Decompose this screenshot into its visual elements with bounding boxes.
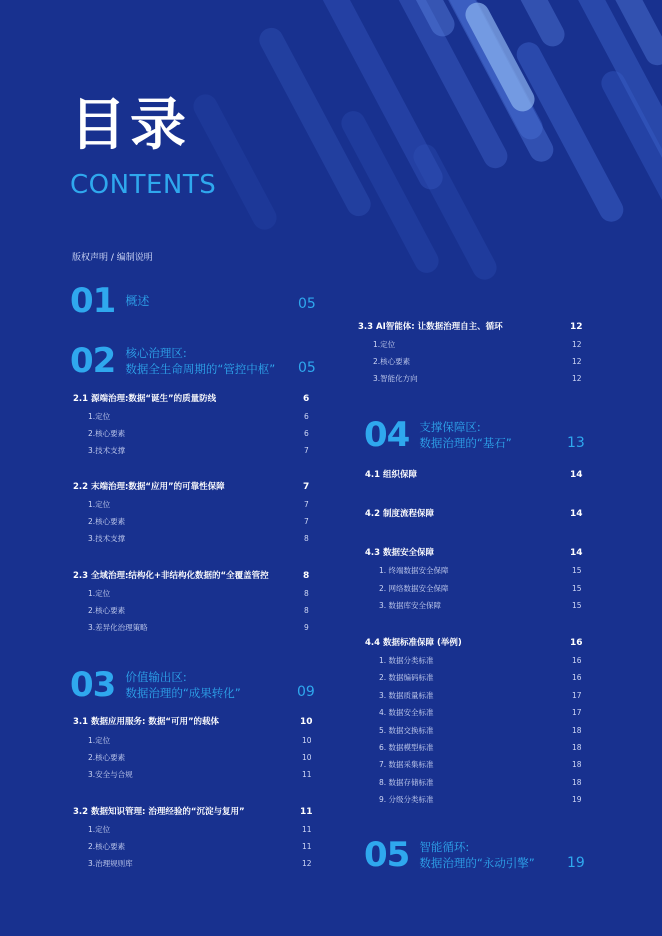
toc-item-page: 17 xyxy=(572,691,582,700)
section-title-line2: 数据治理的“成果转化” xyxy=(125,686,241,700)
toc-item[interactable]: 3.差异化治理策略 xyxy=(88,623,148,632)
toc-item[interactable]: 3.智能化方向 xyxy=(373,374,418,383)
section-number: 01 xyxy=(70,281,116,321)
toc-entry-3-1[interactable]: 3.1 数据应用服务: 数据“可用”的载体 xyxy=(73,717,220,727)
toc-item-page: 7 xyxy=(304,500,309,509)
toc-item[interactable]: 1. 数据分类标准 xyxy=(379,656,434,665)
toc-page: 8 xyxy=(303,571,310,581)
toc-item-page: 6 xyxy=(304,429,309,438)
toc-item[interactable]: 2.核心要素 xyxy=(88,429,126,438)
toc-item[interactable]: 3.治理规则库 xyxy=(88,859,133,868)
toc-item[interactable]: 9. 分级分类标准 xyxy=(379,795,434,804)
toc-item-page: 15 xyxy=(572,584,582,593)
toc-item[interactable]: 2.核心要素 xyxy=(88,753,126,762)
toc-entry-4-2[interactable]: 4.2 制度流程保障 xyxy=(365,509,435,519)
section-page: 05 xyxy=(298,296,316,312)
toc-item[interactable]: 1.定位 xyxy=(88,589,111,598)
section-number: 05 xyxy=(364,835,410,875)
toc-page: 16 xyxy=(570,638,583,648)
toc-item-page: 8 xyxy=(304,589,309,598)
preface-link[interactable]: 版权声明 / 编制说明 xyxy=(72,253,153,263)
toc-item-page: 12 xyxy=(572,374,582,383)
toc-item[interactable]: 3.技术支撑 xyxy=(88,534,126,543)
toc-item-page: 7 xyxy=(304,446,309,455)
toc-entry-4-3[interactable]: 4.3 数据安全保障 xyxy=(365,548,435,558)
section-page: 13 xyxy=(567,435,585,451)
toc-page: 12 xyxy=(570,322,583,332)
toc-entry-2-3[interactable]: 2.3 全域治理:结构化+非结构化数据的“全覆盖管控 xyxy=(73,571,269,581)
toc-entry-4-4[interactable]: 4.4 数据标准保障 (举例) xyxy=(365,638,462,648)
toc-page: 10 xyxy=(300,717,313,727)
toc-item-page: 10 xyxy=(302,736,312,745)
toc-item-page: 6 xyxy=(304,412,309,421)
section-number: 03 xyxy=(70,665,116,705)
toc-page: 6 xyxy=(303,394,310,404)
page-subtitle: CONTENTS xyxy=(70,170,217,200)
toc-item[interactable]: 4. 数据安全标准 xyxy=(379,708,434,717)
toc-item-page: 12 xyxy=(572,357,582,366)
toc-item-page: 9 xyxy=(304,623,309,632)
page-title: 目录 xyxy=(70,93,190,158)
toc-item[interactable]: 2.核心要素 xyxy=(88,517,126,526)
toc-item[interactable]: 1.定位 xyxy=(88,736,111,745)
toc-item[interactable]: 1.定位 xyxy=(88,412,111,421)
toc-item[interactable]: 3. 数据库安全保障 xyxy=(379,601,442,610)
toc-entry-2-1[interactable]: 2.1 源端治理:数据“诞生”的质量防线 xyxy=(73,394,217,404)
section-title-line2: 数据治理的“永动引擎” xyxy=(419,856,535,870)
toc-item[interactable]: 2. 网络数据安全保障 xyxy=(379,584,449,593)
toc-item-page: 12 xyxy=(572,340,582,349)
toc-entry-3-3[interactable]: 3.3 AI智能体: 让数据治理自主、循环 xyxy=(358,322,503,332)
toc-item-page: 18 xyxy=(572,726,582,735)
section-05[interactable] xyxy=(364,835,535,875)
section-page: 05 xyxy=(298,360,316,376)
section-page: 19 xyxy=(567,855,585,871)
toc-item[interactable]: 6. 数据模型标准 xyxy=(379,743,434,752)
toc-entry-2-2[interactable]: 2.2 末端治理:数据“应用”的可靠性保障 xyxy=(73,482,225,492)
section-03[interactable] xyxy=(70,665,241,705)
toc-item-page: 18 xyxy=(572,778,582,787)
toc-item[interactable]: 1. 终端数据安全保障 xyxy=(379,566,449,575)
toc-page: 7 xyxy=(303,482,310,492)
section-number: 02 xyxy=(70,341,116,381)
toc-item-page: 19 xyxy=(572,795,582,804)
toc-item-page: 16 xyxy=(572,673,582,682)
toc-page: 14 xyxy=(570,509,583,519)
toc-item[interactable]: 2.核心要素 xyxy=(373,357,411,366)
section-title-line1: 核心治理区: xyxy=(125,346,187,360)
toc-item[interactable]: 3.安全与合规 xyxy=(88,770,133,779)
section-number: 04 xyxy=(364,415,410,455)
toc-item[interactable]: 2.核心要素 xyxy=(88,606,126,615)
toc-item-page: 11 xyxy=(302,825,312,834)
section-page: 09 xyxy=(297,684,315,700)
toc-item-page: 12 xyxy=(302,859,312,868)
toc-item-page: 10 xyxy=(302,753,312,762)
section-02[interactable] xyxy=(70,341,276,381)
toc-item-page: 15 xyxy=(572,601,582,610)
section-04[interactable] xyxy=(364,415,512,455)
section-title: 概述 xyxy=(125,294,150,308)
toc-item-page: 17 xyxy=(572,708,582,717)
toc-item[interactable]: 1.定位 xyxy=(88,825,111,834)
toc-item[interactable]: 7. 数据采集标准 xyxy=(379,760,434,769)
toc-entry-4-1[interactable]: 4.1 组织保障 xyxy=(365,470,418,480)
toc-item[interactable]: 1.定位 xyxy=(88,500,111,509)
toc-entry-3-2[interactable]: 3.2 数据知识管理: 治理经验的“沉淀与复用” xyxy=(73,807,245,817)
toc-item-page: 18 xyxy=(572,760,582,769)
toc-item[interactable]: 5. 数据交换标准 xyxy=(379,726,434,735)
toc-item[interactable]: 8. 数据存储标准 xyxy=(379,778,434,787)
toc-item-page: 8 xyxy=(304,606,309,615)
section-title-line2: 数据治理的“基石” xyxy=(419,436,512,450)
toc-item-page: 11 xyxy=(302,842,312,851)
section-title-line1: 支撑保障区: xyxy=(419,420,481,434)
toc-item-page: 7 xyxy=(304,517,309,526)
toc-page: 14 xyxy=(570,470,583,480)
toc-item[interactable]: 1.定位 xyxy=(373,340,396,349)
section-title-line2: 数据全生命周期的“管控中枢” xyxy=(125,362,276,376)
toc-item-page: 16 xyxy=(572,656,582,665)
section-01[interactable] xyxy=(70,281,150,321)
toc-page: 14 xyxy=(570,548,583,558)
toc-item[interactable]: 3. 数据质量标准 xyxy=(379,691,434,700)
toc-item[interactable]: 2. 数据编码标准 xyxy=(379,673,434,682)
toc-item-page: 8 xyxy=(304,534,309,543)
toc-page: 11 xyxy=(300,807,313,817)
section-title-line1: 智能循环: xyxy=(419,840,470,854)
toc-item[interactable]: 3.技术支撑 xyxy=(88,446,126,455)
toc-item-page: 15 xyxy=(572,566,582,575)
toc-item-page: 11 xyxy=(302,770,312,779)
toc-item-page: 18 xyxy=(572,743,582,752)
section-title-line1: 价值输出区: xyxy=(125,670,187,684)
toc-item[interactable]: 2.核心要素 xyxy=(88,842,126,851)
